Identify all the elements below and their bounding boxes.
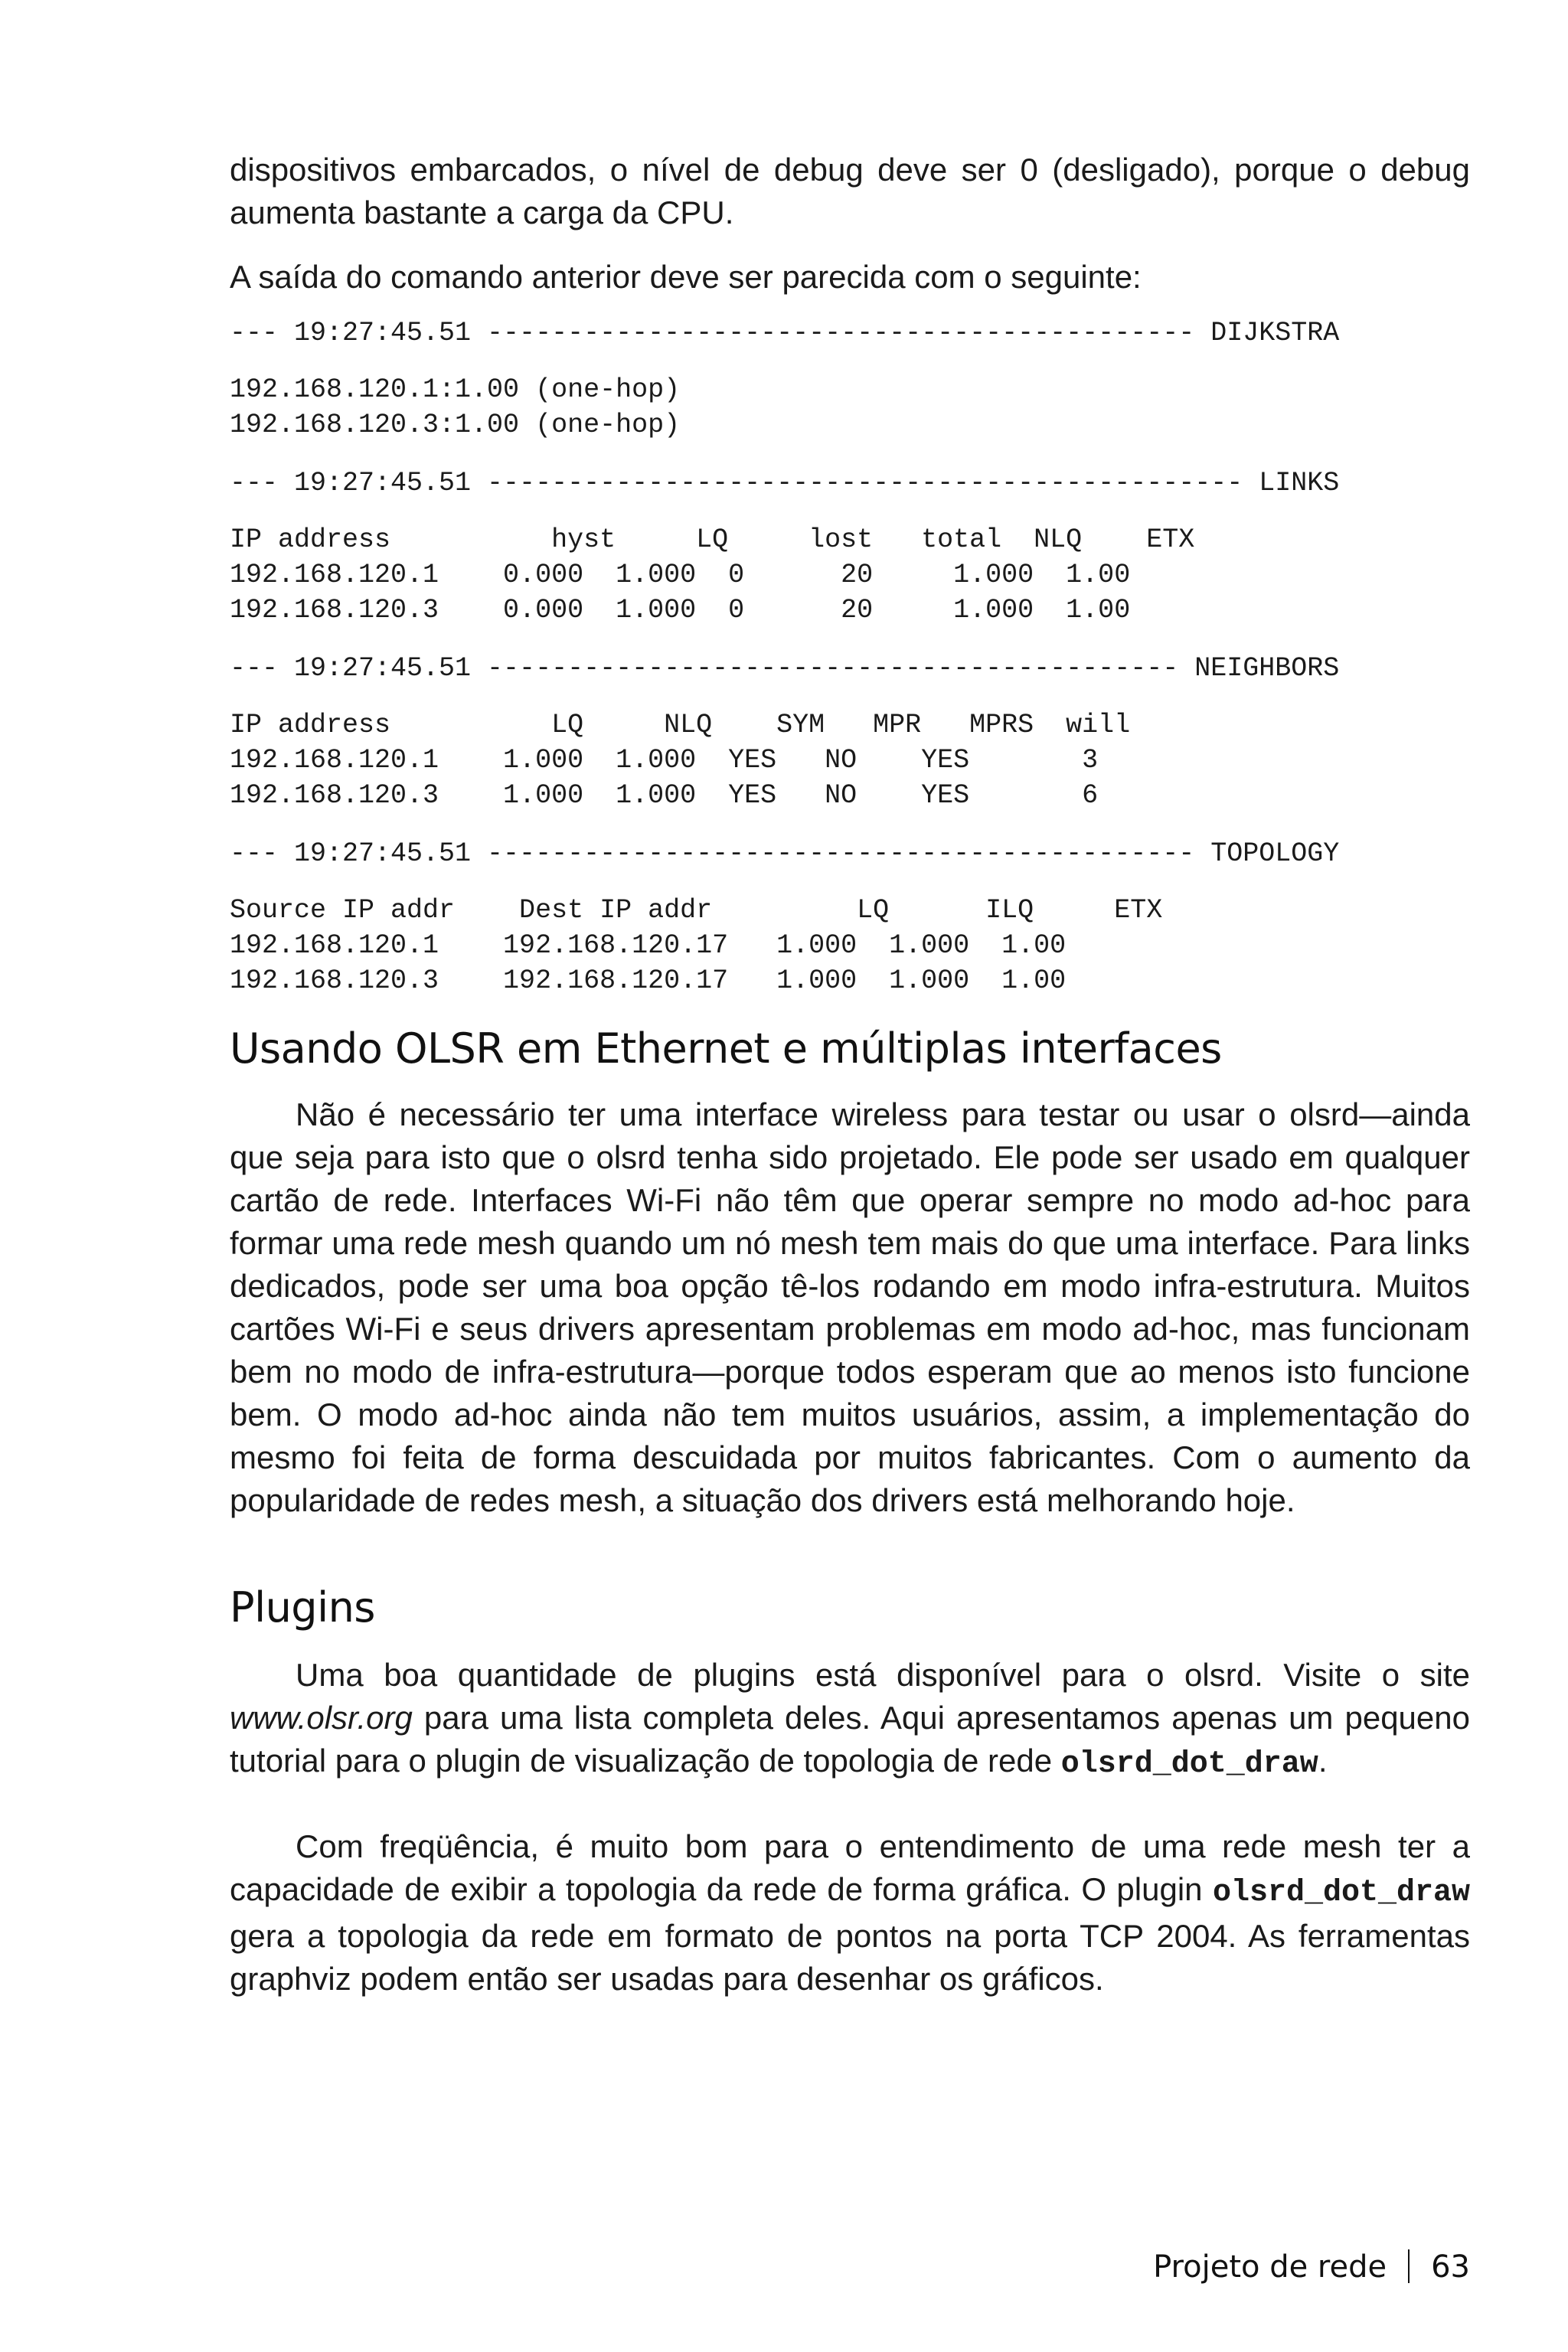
plugins-p1-end: . (1318, 1743, 1328, 1779)
olsr-website-link[interactable]: www.olsr.org (230, 1700, 413, 1736)
dijkstra-routes: 192.168.120.1:1.00 (one-hop) 192.168.120.3:1.00 (one-hop) (230, 374, 681, 440)
plugin-name-code: olsrd_dot_draw (1060, 1747, 1318, 1782)
ethernet-paragraph: Não é necessário ter uma interface wireless para testar ou usar o olsrd—ainda que seja para isto que o olsrd tenha sido projetado. Ele pode ser usado em qualquer cartão de rede. Interfaces Wi-Fi não têm que operar sempre no modo ad-hoc para formar uma rede mesh quando um nó mesh tem mais do que uma interface. Para links dedicados, pode ser uma boa opção tê-los rodando em modo infra-estrutura. Muitos cartões Wi-Fi e seus drivers apresentam problemas em modo ad-hoc, mas funcionam bem no modo de infra-estrutura—porque todos esperam que ao menos isto funcione bem. O modo ad-hoc ainda não tem muitos usuários, assim, a implementação do mesmo foi feita de forma descuidada por muitos fabricantes. Com o aumento da popularidade de redes mesh, a situação dos drivers está melhorando hoje. (230, 1096, 1470, 1518)
footer-section-title: Projeto de rede (1153, 2249, 1387, 2285)
intro-paragraph: dispositivos embarcados, o nível de debug deve ser 0 (desligado), porque o debug aumenta bastante a carga da CPU. (230, 152, 1470, 230)
plugins-p1-text-cont: para uma lista completa deles. Aqui apresentamos apenas um pequeno tutorial para o plugin de visualização de topologia de rede (230, 1700, 1470, 1779)
plugins-p2-text: Com freqüência, é muito bom para o entendimento de uma rede mesh ter a capacidade de exibir a topologia da rede de forma gráfica. O plugin (230, 1828, 1470, 1907)
plugins-paragraph-2 (230, 1825, 1470, 2001)
page-footer (1153, 2249, 1470, 2285)
page-number: 63 (1431, 2249, 1470, 2285)
plugins-p2-text-cont: gera a topologia da rede em formato de pontos na porta TCP 2004. As ferramentas graphviz podem então ser usadas para desenhar os gráficos. (230, 1918, 1470, 1997)
links-header: --- 19:27:45.51 ----------------------------------------------- LINKS (230, 468, 1340, 498)
plugin-name-code: olsrd_dot_draw (1212, 1876, 1470, 1910)
plugins-p1-text: Uma boa quantidade de plugins está disponível para o olsrd. Visite o site (296, 1657, 1470, 1693)
intro-lead-paragraph: A saída do comando anterior deve ser parecida com o seguinte: (230, 259, 1142, 295)
links-table: IP address hyst LQ lost total NLQ ETX 192.168.120.1 0.000 1.000 0 20 1.000 1.00 192.168.120.3 0.000 1.000 0 20 1.000 1.00 (230, 524, 1195, 626)
topology-header: --- 19:27:45.51 -------------------------------------------- TOPOLOGY (230, 838, 1340, 869)
neighbors-table: IP address LQ NLQ SYM MPR MPRS will 192.168.120.1 1.000 1.000 YES NO YES 3 192.168.120.3 1.000 1.000 YES NO YES 6 (230, 710, 1131, 811)
ethernet-section-heading: Usando OLSR em Ethernet e múltiplas interfaces (230, 1024, 1222, 1073)
topology-table: Source IP addr Dest IP addr LQ ILQ ETX 192.168.120.1 192.168.120.17 1.000 1.000 1.00 192.168.120.3 192.168.120.17 1.000 1.000 1.00 (230, 895, 1163, 996)
plugins-paragraph-1 (230, 1654, 1470, 1786)
footer-divider (1408, 2249, 1410, 2283)
dijkstra-header: --- 19:27:45.51 -------------------------------------------- DIJKSTRA (230, 318, 1340, 348)
plugins-section-heading: Plugins (230, 1583, 375, 1632)
neighbors-header: --- 19:27:45.51 ------------------------------------------- NEIGHBORS (230, 653, 1340, 684)
